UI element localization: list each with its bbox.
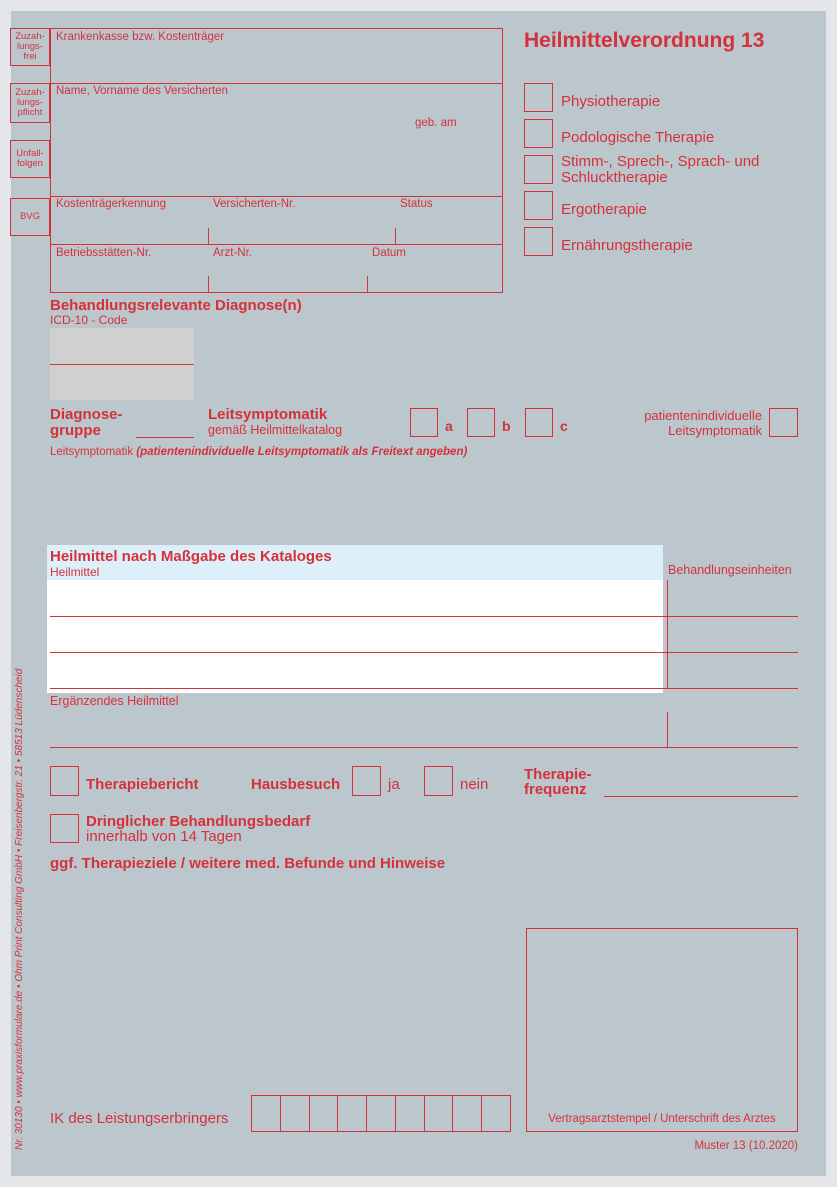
ergotherapie-label: Ergotherapie: [561, 201, 647, 218]
leitsymptomatik-b-label: b: [502, 418, 511, 434]
podologie-checkbox[interactable]: [524, 119, 553, 148]
freitext-hint: (patientenindividuelle Leitsymptomatik als Freitext angeben): [136, 446, 468, 458]
versichertennr-label: Versicherten-Nr.: [213, 198, 296, 210]
therapiebericht-checkbox[interactable]: [50, 766, 79, 796]
physiotherapie-label: Physiotherapie: [561, 93, 661, 110]
ik-number-field: [251, 1095, 511, 1132]
dringlich-label: Dringlicher Behandlungsbedarf: [86, 813, 311, 830]
datum-label: Datum: [372, 247, 406, 259]
bvg-checkbox[interactable]: [10, 198, 50, 236]
ergotherapie-checkbox[interactable]: [524, 191, 553, 220]
arztnr-field[interactable]: [212, 262, 362, 290]
status-label: Status: [400, 198, 433, 210]
heilmittel-heading: Heilmittel nach Maßgabe des Kataloges: [50, 548, 332, 565]
ik-digit-cell[interactable]: [251, 1095, 281, 1132]
leitsymptomatik-sub: gemäß Heilmittelkatalog: [208, 423, 343, 437]
diagnosegruppe-field[interactable]: [136, 408, 194, 437]
patientenindividuell-checkbox[interactable]: [769, 408, 798, 437]
ernaehrungstherapie-label: Ernährungstherapie: [561, 237, 693, 254]
datum-field[interactable]: [371, 262, 499, 290]
betriebsstaettennr-field[interactable]: [54, 262, 204, 290]
leitsymptomatik-a-label: a: [445, 418, 453, 434]
ik-digit-cell[interactable]: [425, 1095, 454, 1132]
therapieziele-field[interactable]: [50, 880, 510, 1084]
therapiefrequenz-label-1: Therapie-: [524, 766, 592, 783]
leitsymptomatik-c-checkbox[interactable]: [525, 408, 553, 437]
kostentraeger-field[interactable]: [54, 46, 498, 80]
therapieziele-heading: ggf. Therapieziele / weitere med. Befunde und Hinweise: [50, 855, 446, 872]
bvg-label: BVG: [19, 211, 41, 223]
hausbesuch-nein-checkbox[interactable]: [424, 766, 453, 796]
leitsymptomatik-c-label: c: [560, 418, 568, 434]
therapiefrequenz-field[interactable]: [604, 766, 798, 796]
stimmtherapie-checkbox[interactable]: [524, 155, 553, 184]
heilmittel-sub: Heilmittel: [50, 565, 100, 579]
dringlich-sub-label: innerhalb von 14 Tagen: [86, 828, 242, 845]
einheiten-field-1[interactable]: [668, 580, 798, 616]
status-field[interactable]: [399, 213, 499, 241]
diagnose-heading: Behandlungsrelevante Diagnose(n): [50, 297, 302, 314]
patientenindividuell-label-2: Leitsymptomatik: [668, 423, 762, 438]
kostentraeger-label: Krankenkasse bzw. Kostenträger: [56, 31, 225, 43]
zuzahlungspflicht-checkbox[interactable]: [10, 83, 50, 123]
ik-digit-cell[interactable]: [482, 1095, 511, 1132]
diagnosegruppe-label-2: gruppe: [50, 422, 101, 439]
kostentraegerkennung-label: Kostenträgerkennung: [56, 198, 166, 210]
hausbesuch-nein-label: nein: [460, 776, 489, 793]
arztnr-label: Arzt-Nr.: [213, 247, 252, 259]
einheiten-field-3[interactable]: [668, 653, 798, 688]
patientenindividuell-label-1: patientenindividuelle: [644, 408, 762, 423]
stimmtherapie-label: Stimm-, Sprech-, Sprach- und Schlucktherapie: [561, 153, 760, 186]
betriebsstaettennr-label: Betriebsstätten-Nr.: [56, 247, 152, 259]
ergaenzendes-heilmittel-label: Ergänzendes Heilmittel: [50, 694, 179, 708]
freitext-label-text: Leitsymptomatik: [50, 446, 134, 458]
leitsymptomatik-freitext-label: [50, 446, 467, 459]
unfallfolgen-label: Unfall- folgen: [16, 148, 44, 169]
zuzahlungspflicht-label: Zuzah- lungs- pflicht: [15, 87, 45, 118]
dringlich-checkbox[interactable]: [50, 814, 79, 843]
ergaenzendes-einheiten-field[interactable]: [668, 712, 798, 747]
diagnosegruppe-label-1: Diagnose-: [50, 406, 123, 423]
ik-digit-cell[interactable]: [367, 1095, 396, 1132]
heilmittel-field-3[interactable]: [50, 654, 662, 687]
ik-label: IK des Leistungserbringers: [50, 1110, 229, 1127]
hausbesuch-label: Hausbesuch: [251, 776, 341, 793]
therapiefrequenz-label-2: frequenz: [524, 781, 587, 798]
diagnose-text-field[interactable]: [208, 328, 798, 400]
zuzahlungsfrei-checkbox[interactable]: [10, 28, 50, 66]
unfallfolgen-checkbox[interactable]: [10, 140, 50, 178]
ik-digit-cell[interactable]: [338, 1095, 367, 1132]
icd-code-field-1[interactable]: [50, 328, 194, 363]
versicherter-name-label: Name, Vorname des Versicherten: [56, 85, 228, 97]
arztstempel-label: Vertragsarztstempel / Unterschrift des Arztes: [548, 1113, 776, 1125]
ik-digit-cell[interactable]: [281, 1095, 310, 1132]
versicherter-name-field[interactable]: [54, 100, 404, 140]
heilmittel-field-1[interactable]: [50, 582, 662, 615]
leitsymptomatik-b-checkbox[interactable]: [467, 408, 495, 437]
icd-code-field-2[interactable]: [50, 365, 194, 400]
printer-imprint: Nr. 30130 • www.praxisformulare.de • Ohm Print Consulting GmbH • Freisenbergstr. 21 • 58513 Lüdenscheid: [14, 668, 25, 1150]
arztstempel-area[interactable]: [526, 928, 798, 1132]
form-title: Heilmittelverordnung 13: [524, 29, 765, 52]
therapiebericht-label: Therapiebericht: [86, 776, 199, 793]
behandlungseinheiten-label: Behandlungseinheiten: [668, 563, 792, 577]
geburtsdatum-label: geb. am: [415, 117, 457, 129]
muster-code: Muster 13 (10.2020): [694, 1140, 798, 1152]
einheiten-field-2[interactable]: [668, 617, 798, 652]
leitsymptomatik-a-checkbox[interactable]: [410, 408, 438, 437]
icd-code-label: ICD-10 - Code: [50, 313, 128, 327]
ergaenzendes-heilmittel-field[interactable]: [50, 712, 667, 747]
heilmittel-field-2[interactable]: [50, 618, 662, 651]
versichertennr-field[interactable]: [212, 213, 392, 241]
ik-digit-cell[interactable]: [396, 1095, 425, 1132]
physiotherapie-checkbox[interactable]: [524, 83, 553, 112]
zuzahlungsfrei-label: Zuzah- lungs- frei: [15, 31, 45, 62]
ik-digit-cell[interactable]: [453, 1095, 482, 1132]
podologie-label: Podologische Therapie: [561, 129, 715, 146]
kostentraegerkennung-field[interactable]: [54, 213, 204, 241]
ernaehrungstherapie-checkbox[interactable]: [524, 227, 553, 256]
hausbesuch-ja-label: ja: [388, 776, 400, 793]
ik-digit-cell[interactable]: [310, 1095, 339, 1132]
hausbesuch-ja-checkbox[interactable]: [352, 766, 381, 796]
leitsymptomatik-label: Leitsymptomatik: [208, 406, 328, 423]
leitsymptomatik-freitext-field[interactable]: [50, 460, 798, 532]
geburtsdatum-field[interactable]: [405, 134, 499, 174]
